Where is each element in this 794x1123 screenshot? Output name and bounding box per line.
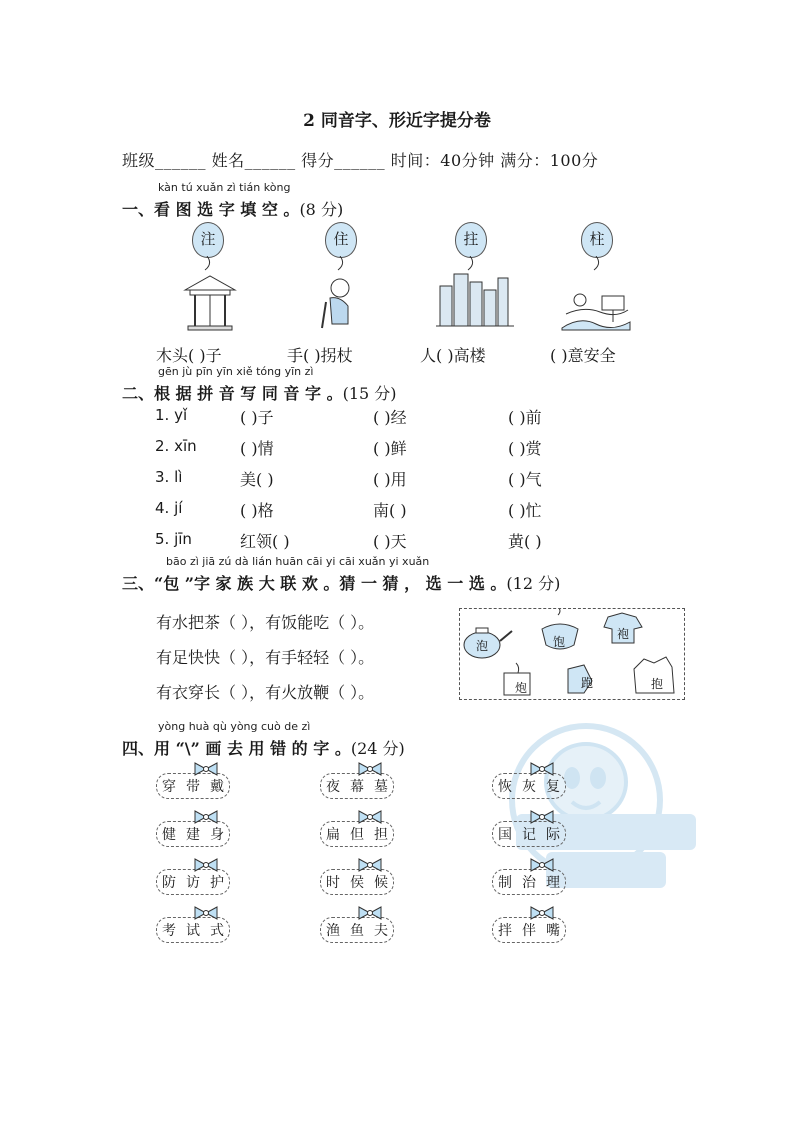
word-char[interactable]: 时: [326, 875, 340, 891]
section4-heading: 四、用 “\” 画 去 用 错 的 字 。: [122, 739, 351, 758]
answer-live[interactable]: 人( )高楼: [420, 346, 486, 365]
word-char[interactable]: 穿: [162, 779, 176, 795]
bow-icon: [357, 857, 383, 873]
riddle-line[interactable]: 有水把茶（ ），有饭能吃（ ）。: [156, 613, 375, 632]
question-number: 5. jīn: [155, 530, 192, 548]
word-char[interactable]: 身: [210, 827, 224, 843]
answer-attention[interactable]: ( )意安全: [550, 346, 616, 365]
word-char[interactable]: 护: [210, 875, 224, 891]
word-char[interactable]: 渔: [326, 923, 340, 939]
word-char[interactable]: 夫: [374, 923, 388, 939]
word-char[interactable]: 扁: [326, 827, 340, 843]
section2-score: (15 分): [342, 384, 397, 403]
word-char[interactable]: 戴: [210, 779, 224, 795]
word-char[interactable]: 复: [546, 779, 560, 795]
question-number: 4. jí: [155, 499, 183, 517]
answer-pillar[interactable]: 木头( )子: [156, 346, 222, 365]
question-number: 1. yǐ: [155, 406, 188, 424]
word-char[interactable]: 防: [162, 875, 176, 891]
section3-title: [122, 571, 560, 594]
word-char[interactable]: 国: [498, 827, 512, 843]
answer-blank[interactable]: 美( ): [240, 470, 274, 489]
bow-icon: [193, 905, 219, 921]
pic-label: 炮: [515, 681, 528, 695]
word-char[interactable]: 考: [162, 923, 176, 939]
word-char[interactable]: 夜: [326, 779, 340, 795]
pic-label: 抱: [651, 677, 664, 691]
section4-score: (24 分): [350, 739, 405, 758]
word-char[interactable]: 伴: [522, 923, 536, 939]
word-char[interactable]: 侯: [350, 875, 364, 891]
answer-blank[interactable]: 黄( ): [508, 532, 542, 551]
answer-cane[interactable]: 手( )拐杖: [287, 346, 353, 365]
old-man-cane-icon: [322, 279, 349, 328]
section1-score: (8 分): [299, 200, 344, 219]
section1-pinyin: kàn tú xuǎn zì tián kòng: [158, 181, 291, 194]
section4-pinyin: yòng huà qù yòng cuò de zì: [158, 720, 311, 733]
tall-buildings-icon: [436, 274, 514, 326]
word-char[interactable]: 试: [186, 923, 200, 939]
bow-icon: [357, 905, 383, 921]
bow-icon: [529, 857, 555, 873]
bow-icon: [529, 905, 555, 921]
bow-icon: [529, 809, 555, 825]
word-char[interactable]: 建: [186, 827, 200, 843]
word-char[interactable]: 幕: [350, 779, 364, 795]
answer-blank[interactable]: 南( ): [373, 501, 407, 520]
bao-pictures: [460, 609, 682, 697]
bow-icon: [529, 761, 555, 777]
balloon-zhu-pillar: 柱: [581, 222, 613, 258]
word-char[interactable]: 候: [374, 875, 388, 891]
section2-pinyin: gēn jù pīn yīn xiě tóng yīn zì: [158, 365, 314, 378]
riddle-line[interactable]: 有足快快（ ），有手轻轻（ ）。: [156, 648, 375, 667]
question-number: 2. xīn: [155, 437, 197, 455]
pic-label: 泡: [476, 639, 489, 653]
pic-label: 跑: [581, 676, 594, 690]
answer-blank[interactable]: ( )用: [373, 470, 407, 489]
answer-blank[interactable]: ( )天: [373, 532, 407, 551]
answer-blank[interactable]: ( )经: [373, 408, 407, 427]
pic-label: 饱: [553, 635, 566, 649]
word-char[interactable]: 治: [522, 875, 536, 891]
answer-blank[interactable]: ( )子: [240, 408, 274, 427]
bow-icon: [193, 809, 219, 825]
bow-icon: [193, 857, 219, 873]
word-char[interactable]: 记: [522, 827, 536, 843]
word-char[interactable]: 访: [186, 875, 200, 891]
word-char[interactable]: 恢: [498, 779, 512, 795]
section2-title: [122, 381, 397, 404]
word-char[interactable]: 灰: [522, 779, 536, 795]
section4-title: [122, 736, 405, 759]
bow-icon: [193, 761, 219, 777]
word-char[interactable]: 担: [374, 827, 388, 843]
word-char[interactable]: 制: [498, 875, 512, 891]
section1-title: [122, 197, 343, 220]
answer-blank[interactable]: ( )忙: [508, 501, 542, 520]
section3-heading: 三、“包 ”字 家 族 大 联 欢 。猜 一 猜 ， 选 一 选 。: [122, 574, 507, 593]
word-char[interactable]: 式: [210, 923, 224, 939]
answer-blank[interactable]: ( )鲜: [373, 439, 407, 458]
water-safety-icon: [562, 294, 630, 330]
answer-blank[interactable]: ( )前: [508, 408, 542, 427]
section3-score: (12 分): [506, 574, 561, 593]
pic-label: 袍: [617, 627, 630, 641]
word-char[interactable]: 鱼: [350, 923, 364, 939]
section1-heading: 一、看 图 选 字 填 空 。: [122, 200, 300, 219]
section3-pinyin: bāo zì jiā zú dà lián huān cāi yi cāi xuǎn yi xuǎn: [166, 555, 430, 568]
word-char[interactable]: 但: [350, 827, 364, 843]
riddle-line[interactable]: 有衣穿长（ ），有火放鞭（ ）。: [156, 683, 375, 702]
pavilion-icon: [185, 276, 235, 330]
answer-blank[interactable]: ( )赏: [508, 439, 542, 458]
student-info-line: 班级______ 姓名______ 得分______ 时间：40分钟 满分：100分: [122, 151, 599, 170]
answer-blank[interactable]: ( )情: [240, 439, 274, 458]
word-char[interactable]: 拌: [498, 923, 512, 939]
answer-blank[interactable]: ( )气: [508, 470, 542, 489]
balloon-zhu-live: 住: [325, 222, 357, 258]
question-number: 3. lì: [155, 468, 183, 486]
word-char[interactable]: 理: [546, 875, 560, 891]
section2-heading: 二、根 据 拼 音 写 同 音 字 。: [122, 384, 343, 403]
word-char[interactable]: 墓: [374, 779, 388, 795]
word-char[interactable]: 嘴: [546, 923, 560, 939]
section1-pictures: [150, 256, 670, 331]
word-char[interactable]: 健: [162, 827, 176, 843]
bow-icon: [357, 809, 383, 825]
word-char[interactable]: 际: [546, 827, 560, 843]
answer-blank[interactable]: ( )格: [240, 501, 274, 520]
balloon-zhu-cane: 拄: [455, 222, 487, 258]
word-char[interactable]: 带: [186, 779, 200, 795]
page-title: 2 同音字、形近字提分卷: [303, 111, 491, 131]
balloon-zhu-water: 注: [192, 222, 224, 258]
bow-icon: [357, 761, 383, 777]
answer-blank[interactable]: 红领( ): [240, 532, 290, 551]
